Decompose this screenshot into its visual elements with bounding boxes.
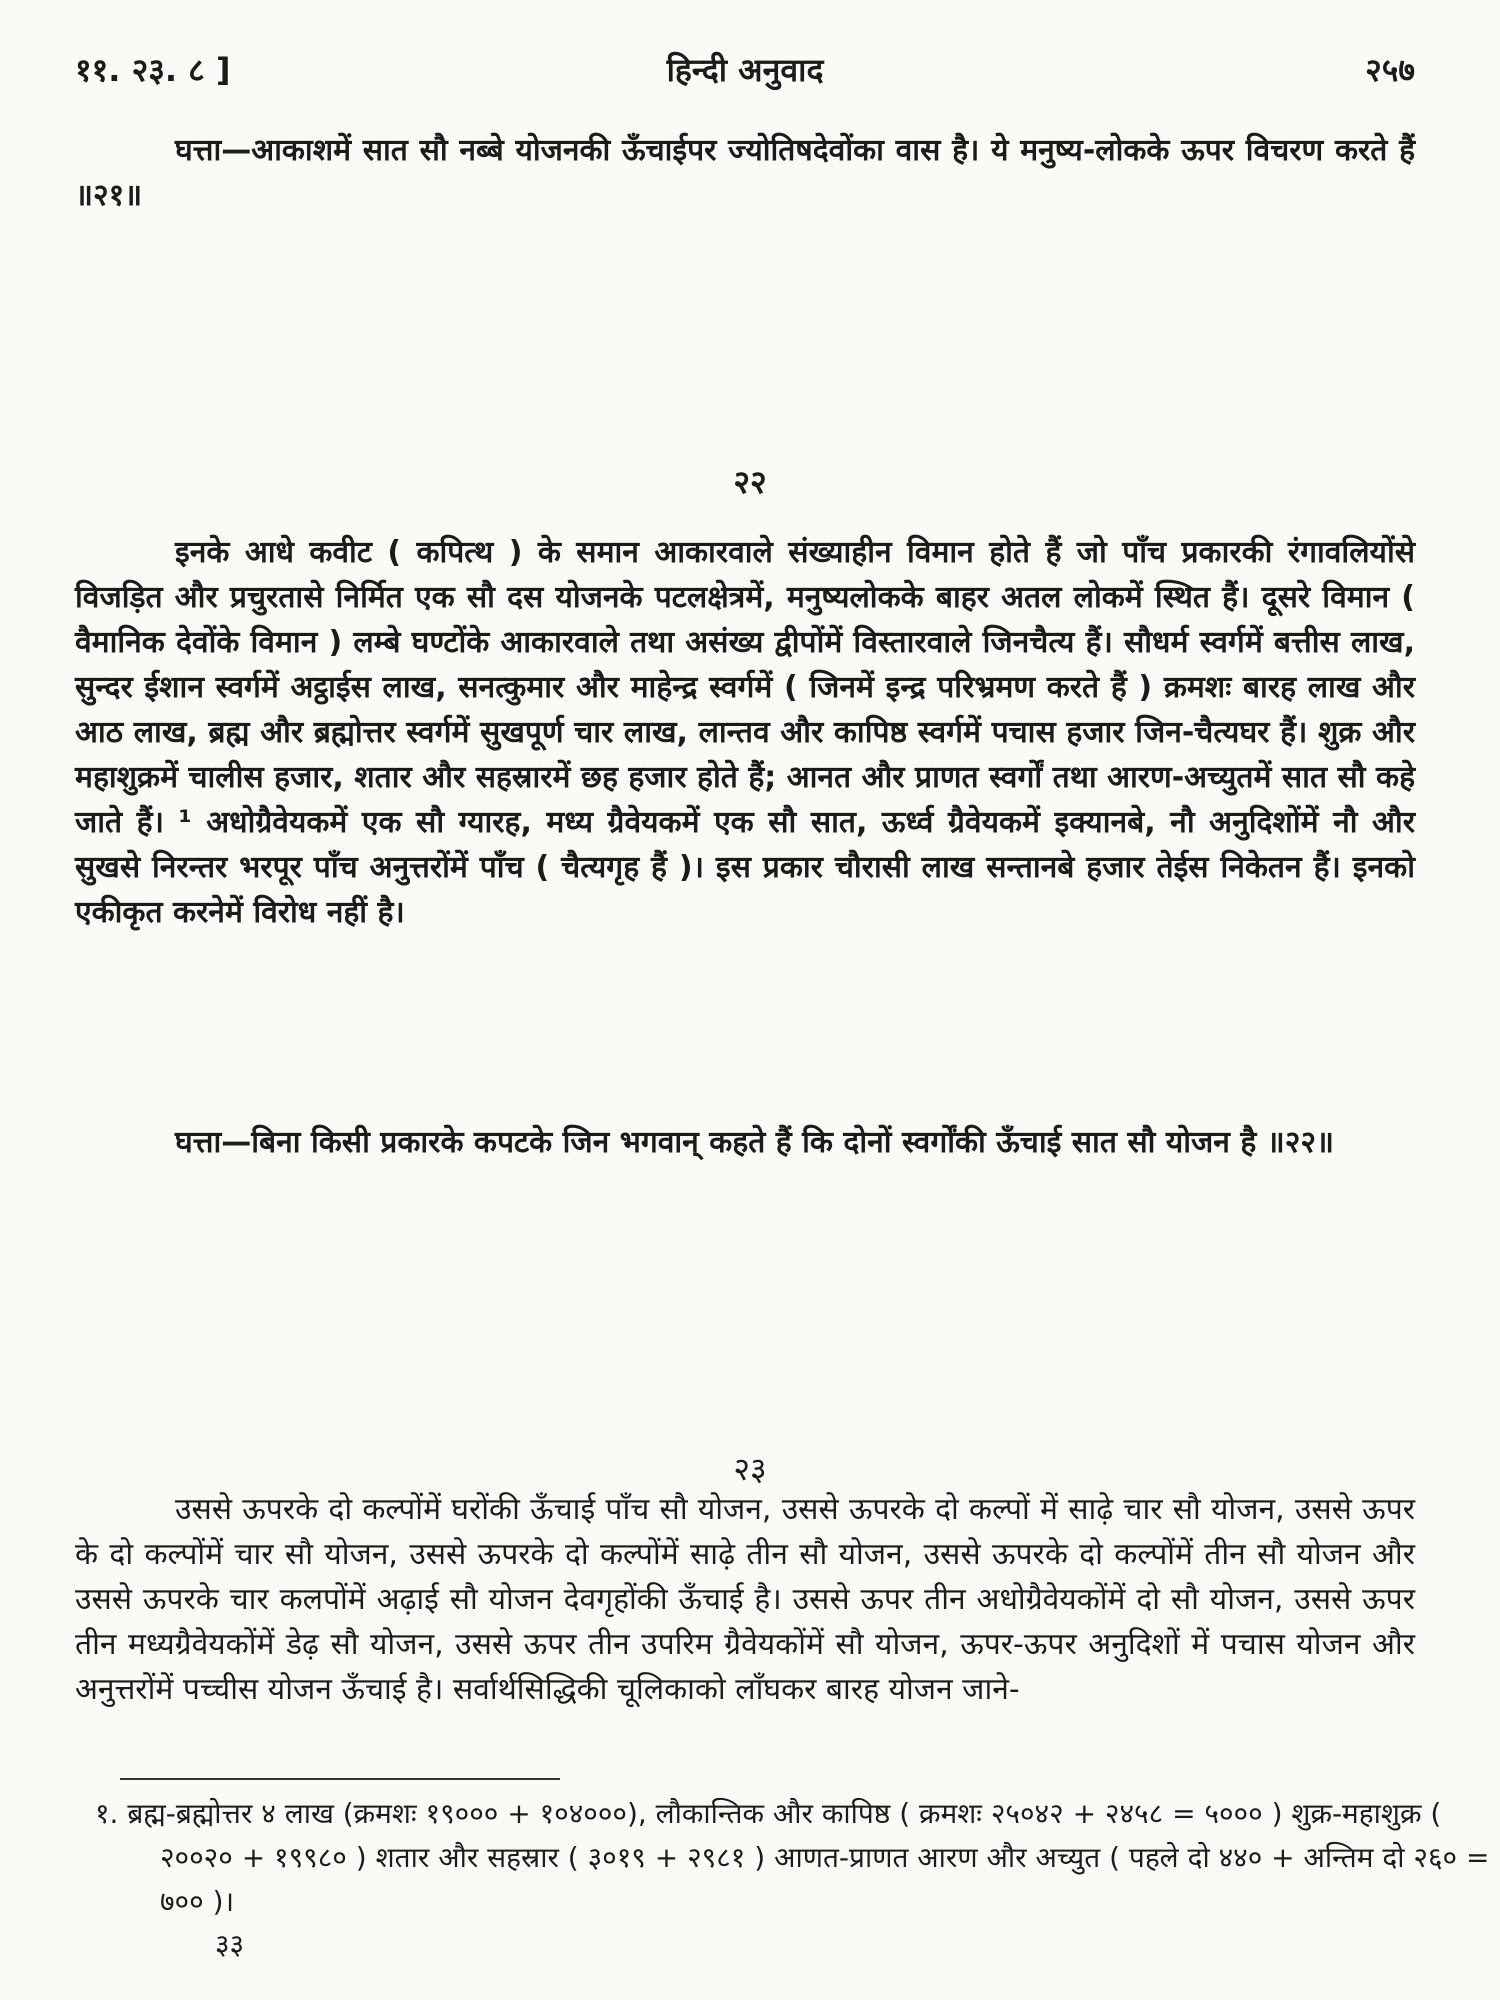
page-number: २५७	[1365, 51, 1415, 89]
chapter-reference: ११. २३. ८ ]	[75, 51, 231, 89]
footnote: १. ब्रह्म-ब्रह्मोत्तर ४ लाख (क्रमशः १९००० + १०४०००), लौकान्तिक और कापिष्ठ ( क्रमशः २५०४२ + २४५८ = ५००० ) शुक्र-महाशुक्र ( २००२० + १९९८० ) शतार और सहस्रार ( ३०१९ + २९८१ ) आणत-प्राणत आरण और अच्युत ( पहले दो ४४० + अन्तिम दो २६० = ७०० )।	[95, 1797, 1490, 1918]
page-header	[75, 48, 1415, 108]
paragraph-ghatta-22: घत्ता—बिना किसी प्रकारके कपटके जिन भगवान् कहते हैं कि दोनों स्वर्गोंकी ऊँचाई सात सौ योजन है ॥२२॥	[175, 1125, 1334, 1160]
paragraph-ghatta-21: घत्ता—आकाशमें सात सौ नब्बे योजनकी ऊँचाईपर ज्योतिषदेवोंका वास है। ये मनुष्य-लोकके ऊपर विचरण करते हैं ॥२१॥	[75, 133, 1415, 213]
section-number-22: २२	[733, 463, 767, 501]
page-title: हिन्दी अनुवाद	[666, 51, 824, 89]
paragraph-section-22: इनके आधे कवीट ( कपित्थ ) के समान आकारवाले संख्याहीन विमान होते हैं जो पाँच प्रकारकी रंगावलियोंसे विजड़ित और प्रचुरतासे निर्मित एक सौ दस योजनके पटलक्षेत्रमें, मनुष्यलोकके बाहर अतल लोकमें स्थित हैं। दूसरे विमान ( वैमानिक देवोंके विमान ) लम्बे घण्टोंके आकारवाले तथा असंख्य द्वीपोंमें विस्तारवाले जिनचैत्य हैं। सौधर्म स्वर्गमें बत्तीस लाख, सुन्दर ईशान स्वर्गमें अट्ठाईस लाख, सनत्कुमार और माहेन्द्र स्वर्गमें ( जिनमें इन्द्र परिभ्रमण करते हैं ) क्रमशः बारह लाख और आठ लाख, ब्रह्म और ब्रह्मोत्तर स्वर्गमें सुखपूर्ण चार लाख, लान्तव और कापिष्ठ स्वर्गमें पचास हजार जिन-चैत्यघर हैं। शुक्र और महाशुक्रमें चालीस हजार, शतार और सहस्रारमें छह हजार होते हैं; आनत और प्राणत स्वर्गों तथा आरण-अच्युतमें सात सौ कहे जाते हैं। ¹ अधोग्रैवेयकमें एक सौ ग्यारह, मध्य ग्रैवेयकमें एक सौ सात, ऊर्ध्व ग्रैवेयकमें इक्यानबे, नौ अनुदिशोंमें नौ और सुखसे निरन्तर भरपूर पाँच अनुत्तरोंमें पाँच ( चैत्यगृह हैं )। इस प्रकार चौरासी लाख सन्तानबे हजार तेईस निकेतन हैं। इनको एकीकृत करनेमें विरोध नहीं है।	[75, 535, 1415, 930]
paragraph-section-23: उससे ऊपरके दो कल्पोंमें घरोंकी ऊँचाई पाँच सौ योजन, उससे ऊपरके दो कल्पों में साढ़े चार सौ योजन, उससे ऊपर के दो कल्पोंमें चार सौ योजन, उससे ऊपरके दो कल्पोंमें साढ़े तीन सौ योजन, उससे ऊपरके दो कल्पोंमें तीन सौ योजन और उससे ऊपरके चार कलपोंमें अढ़ाई सौ योजन देवगृहोंकी ऊँचाई है। उससे ऊपर तीन अधोग्रैवेयकोंमें दो सौ योजन, उससे ऊपर तीन मध्यग्रैवेयकोंमें डेढ़ सौ योजन, उससे ऊपर तीन उपरिम ग्रैवेयकोंमें सौ योजन, ऊपर-ऊपर अनुदिशों में पचास योजन और अनुत्तरोंमें पच्चीस योजन ऊँचाई है। सर्वार्थसिद्धिकी चूलिकाको लाँघकर बारह योजन जाने-	[75, 1492, 1415, 1707]
section-number-23: २३	[733, 1450, 767, 1488]
printer-signature: ३३	[215, 1928, 245, 1961]
footnote-divider	[120, 1778, 560, 1780]
